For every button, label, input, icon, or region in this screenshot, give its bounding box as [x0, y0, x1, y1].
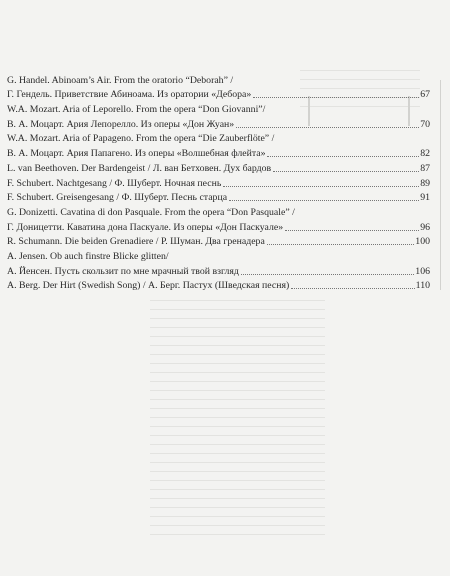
toc-page-number: 110 — [415, 280, 430, 292]
toc-entry — [7, 204, 430, 219]
toc-leader — [241, 274, 414, 275]
toc-entry — [7, 234, 430, 249]
toc-entry — [7, 175, 430, 190]
toc-leader — [291, 288, 414, 289]
toc-entry-title: R. Schumann. Die beiden Grenadiere / Р. Шуман. Два гренадера — [7, 236, 265, 248]
toc-page-number: 89 — [420, 177, 430, 189]
toc-entry — [7, 116, 430, 131]
toc-page-number: 96 — [420, 221, 430, 233]
toc-entry-title: W.A. Mozart. Aria of Papageno. From the opera “Die Zauberflöte” / — [7, 133, 275, 145]
show-through-block — [150, 300, 325, 540]
toc-entry-title: Г. Доницетти. Каватина дона Паскуале. Из оперы «Дон Паскуале» — [7, 221, 284, 233]
toc-entry — [7, 131, 430, 146]
toc-entry-title: W.A. Mozart. Aria of Leporello. From the opera “Don Giovanni”/ — [7, 104, 266, 116]
toc-entry — [7, 190, 430, 205]
toc-page-number: 87 — [420, 162, 430, 174]
toc-leader — [285, 230, 419, 231]
toc-entry-title: L. van Beethoven. Der Bardengeist / Л. ван Бетховен. Дух бардов — [7, 162, 272, 174]
toc-entry — [7, 101, 430, 116]
toc-entry-title: G. Donizetti. Cavatina di don Pasquale. From the opera “Don Pasquale” / — [7, 206, 295, 218]
toc-entry-title: F. Schubert. Greisengesang / Ф. Шуберт. Песнь старца — [7, 192, 228, 204]
toc-leader — [267, 244, 415, 245]
toc-entry — [7, 263, 430, 278]
toc-entry-title: В. А. Моцарт. Ария Лепорелло. Из оперы «Дон Жуан» — [7, 118, 235, 130]
toc-entry-title: A. Jensen. Ob auch finstre Blicke glitten/ — [7, 250, 169, 262]
toc-entry — [7, 248, 430, 263]
toc-entry-title: G. Handel. Abinoam’s Air. From the oratorio “Deborah” / — [7, 74, 234, 86]
toc-entry-title: А. Йенсен. Пусть скользит по мне мрачный твой взгляд — [7, 265, 239, 277]
toc-page-number: 67 — [420, 89, 430, 101]
toc-entry — [7, 87, 430, 102]
toc-entry-title: A. Berg. Der Hirt (Swedish Song) / А. Берг. Пастух (Шведская песня) — [7, 280, 290, 292]
toc-entry-title: Г. Гендель. Приветствие Абиноама. Из оратории «Дебора» — [7, 89, 252, 101]
toc-leader — [273, 171, 419, 172]
show-through-rule — [440, 80, 441, 290]
toc-entry — [7, 72, 430, 87]
toc-entry — [7, 219, 430, 234]
toc-entry-title: В. А. Моцарт. Ария Папагено. Из оперы «Волшебная флейта» — [7, 148, 266, 160]
toc-entry — [7, 160, 430, 175]
toc-entry — [7, 278, 430, 293]
toc-leader — [253, 97, 419, 98]
toc-page-number: 82 — [420, 148, 430, 160]
toc-page-number: 100 — [415, 236, 430, 248]
toc-page-number: 70 — [420, 118, 430, 130]
toc-leader — [223, 186, 419, 187]
toc-leader — [236, 127, 419, 128]
toc-page-number: 106 — [415, 265, 430, 277]
toc-leader — [267, 156, 419, 157]
toc-entry-title: F. Schubert. Nachtgesang / Ф. Шуберт. Ночная песнь — [7, 177, 222, 189]
toc-entry — [7, 145, 430, 160]
toc-page-number: 91 — [420, 192, 430, 204]
table-of-contents — [7, 72, 430, 292]
toc-leader — [229, 200, 419, 201]
